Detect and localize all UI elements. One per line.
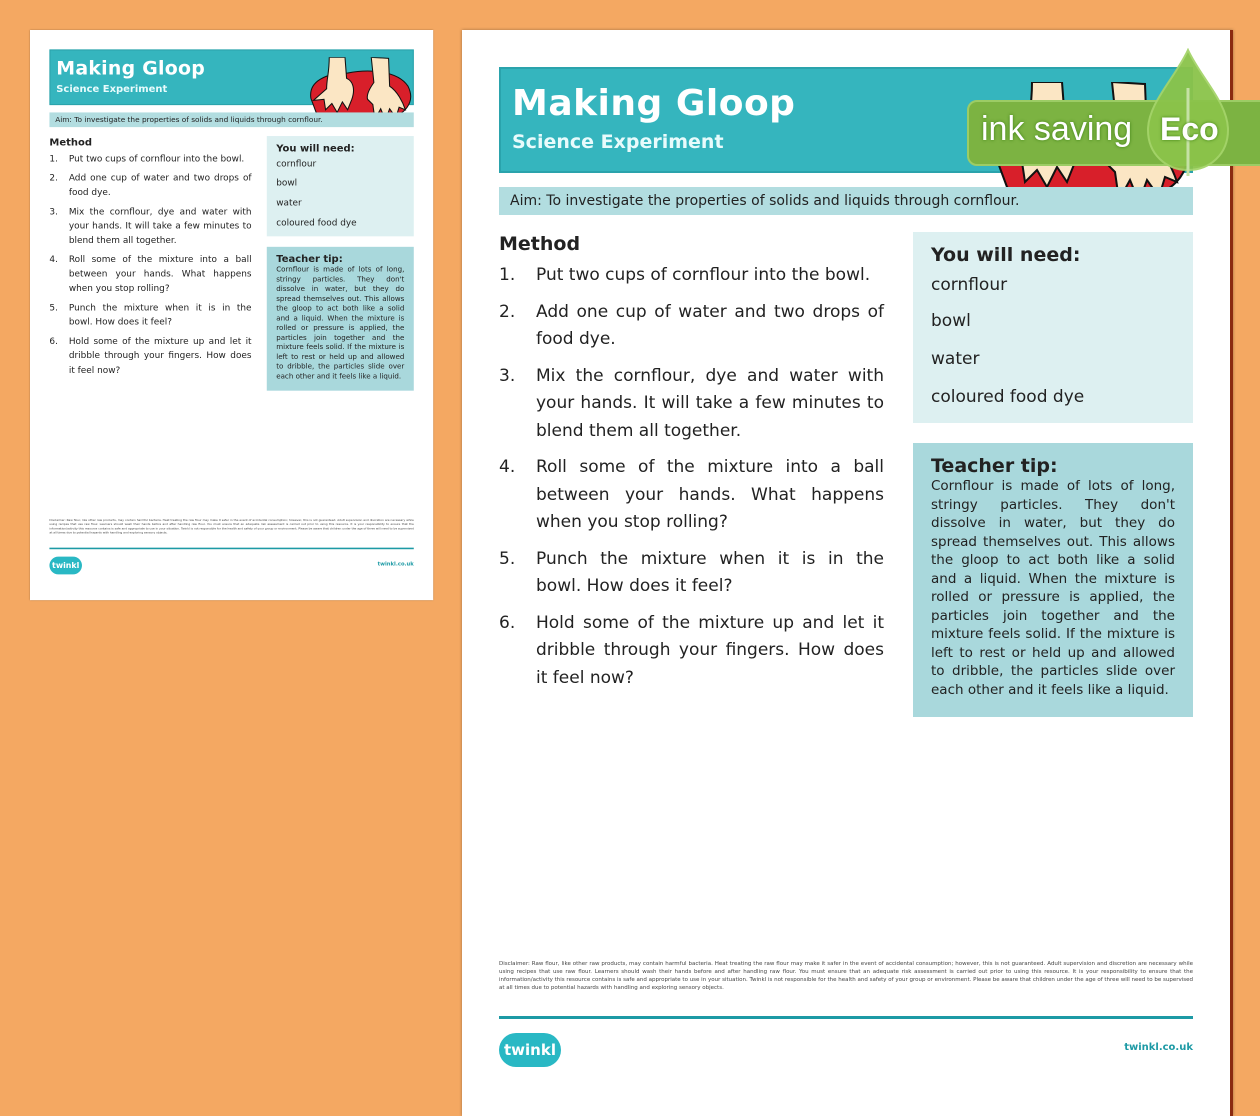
website-url: twinkl.co.uk <box>1124 1042 1193 1053</box>
disclaimer: Disclaimer: Raw flour, like other raw products, may contain harmful bacteria. Heat treating the raw flour may make it safer in the event of accidental consumption; however, this is not guaranteed. Adult supervision and discretion are necessary while using recipes that use raw flour. Learners should wash their hands before and after handling raw flour. You must ensure that an adequate risk assessment is carried out prior to using this resource. It is your responsibility to ensure that the information/activity this resource contains is safe and appropriate to use in your situation. Twinkl is not responsible for the health and safety of your group or environment. Please be aware that children under the age of three will need to be supervised at all times due to potential hazards with handling and exploring sensory objects. <box>499 961 1193 991</box>
step-number: 3. <box>49 206 58 217</box>
step-text: Punch the mixture when it is in the bowl. How does it feel? <box>536 548 884 596</box>
tip-text: Cornflour is made of lots of long, stringy particles. They don't dissolve in water, but they do spread themselves out. This allows the gloop to act both like a solid and a liquid. When the mixture is rolled or pressure is applied, the particles join together and the mixture feels solid. If the mixture is left to rest or held up and allowed to dribble, the particles slide over each other and it feels like a liquid. <box>931 478 1175 698</box>
method-step <box>49 253 251 296</box>
tip-heading: Teacher tip: <box>931 455 1058 477</box>
method-step <box>49 205 251 248</box>
step-text: Hold some of the mixture up and let it dribble through your fingers. How does it feel now? <box>536 612 884 688</box>
method-step <box>499 262 884 290</box>
method-list <box>49 152 251 382</box>
twinkl-logo: twinkl <box>499 1033 561 1067</box>
tip-text: Cornflour is made of lots of long, stringy particles. They don't dissolve in water, but they do spread themselves out. This allows the gloop to act both like a solid and a liquid. When the mixture is rolled or pressure is applied, the particles join together and the mixture feels solid. If the mixture is left to rest or held up and allowed to dribble, the particles slide over each other and it feels like a liquid. <box>276 265 405 381</box>
need-item: bowl <box>276 177 298 189</box>
worksheet-title: Making Gloop <box>512 83 796 124</box>
step-number: 4. <box>499 457 516 477</box>
method-step <box>499 454 884 537</box>
footer-divider <box>49 548 413 550</box>
step-text: Add one cup of water and two drops of food dye. <box>68 172 252 198</box>
need-heading: You will need: <box>931 244 1081 266</box>
step-text: Mix the cornflour, dye and water with your hands. It will take a few minutes to blend them all together. <box>536 365 884 441</box>
step-text: Hold some of the mixture up and let it dribble through your fingers. How does it feel now? <box>68 335 252 376</box>
step-text: Put two cups of cornflour into the bowl. <box>536 265 871 285</box>
worksheet-subtitle: Science Experiment <box>56 83 168 95</box>
aim-bar: Aim: To investigate the properties of solids and liquids through cornflour. <box>499 187 1193 215</box>
step-number: 3. <box>499 365 516 386</box>
method-step <box>49 301 251 330</box>
method-step <box>499 610 884 693</box>
step-text: Add one cup of water and two drops of food dye. <box>536 301 884 349</box>
twinkl-logo: twinkl <box>49 557 82 575</box>
you-will-need-box <box>913 232 1193 423</box>
step-number: 6. <box>49 335 58 347</box>
step-number: 4. <box>49 254 58 265</box>
worksheet-thumbnail <box>30 30 433 600</box>
worksheet-preview <box>462 30 1233 1116</box>
step-number: 1. <box>49 153 58 164</box>
aim-bar: Aim: To investigate the properties of solids and liquids through cornflour. <box>49 112 413 127</box>
method-heading: Method <box>49 136 92 149</box>
step-text: Put two cups of cornflour into the bowl. <box>68 153 245 164</box>
method-step <box>499 546 884 601</box>
ink-saving-label: ink saving <box>981 110 1133 148</box>
need-item: water <box>931 349 980 369</box>
method-step <box>49 152 251 166</box>
worksheet-subtitle: Science Experiment <box>512 131 724 153</box>
step-text: Punch the mixture when it is in the bowl. How does it feel? <box>68 302 252 328</box>
worksheet-title: Making Gloop <box>56 57 206 80</box>
website-url: twinkl.co.uk <box>377 561 414 568</box>
need-item: coloured food dye <box>931 387 1085 407</box>
step-number: 5. <box>499 548 516 569</box>
tip-heading: Teacher tip: <box>276 253 343 265</box>
teacher-tip-box <box>913 443 1193 717</box>
need-item: coloured food dye <box>276 217 357 228</box>
need-item: cornflour <box>276 158 317 170</box>
need-item: cornflour <box>931 275 1008 295</box>
method-heading: Method <box>499 233 581 255</box>
step-text: Mix the cornflour, dye and water with your hands. It will take a few minutes to blend them all together. <box>68 206 252 246</box>
disclaimer: Disclaimer: Raw flour, like other raw products, may contain harmful bacteria. Heat treating the raw flour may make it safer in the event of accidental consumption; however, this is not guaranteed. Adult supervision and discretion are necessary while using recipes that use raw flour. Learners should wash their hands before and after handling raw flour. You must ensure that an adequate risk assessment is carried out prior to using this resource. It is your responsibility to ensure that the information/activity this resource contains is safe and appropriate to use in your situation. Twinkl is not responsible for the health and safety of your group or environment. Please be aware that children under the age of three will need to be supervised at all times due to potential hazards with handling and exploring sensory objects. <box>49 518 414 535</box>
step-text: Roll some of the mixture into a ball between your hands. What happens when you stop rolling? <box>536 457 884 532</box>
method-step <box>49 334 251 377</box>
teacher-tip-box <box>267 247 414 391</box>
eco-label: Eco <box>1160 111 1219 147</box>
step-text: Roll some of the mixture into a ball between your hands. What happens when you stop rolling? <box>68 254 252 294</box>
step-number: 6. <box>499 612 516 633</box>
step-number: 2. <box>499 301 516 322</box>
method-step <box>499 299 884 354</box>
need-heading: You will need: <box>276 142 355 154</box>
step-number: 5. <box>49 302 58 313</box>
method-list <box>499 262 884 701</box>
method-step <box>499 363 884 446</box>
need-item: water <box>276 197 302 208</box>
footer-divider <box>499 1016 1193 1019</box>
method-step <box>49 171 251 200</box>
step-number: 1. <box>499 265 516 285</box>
you-will-need-box <box>267 136 414 236</box>
step-number: 2. <box>49 172 58 184</box>
need-item: bowl <box>931 311 971 331</box>
